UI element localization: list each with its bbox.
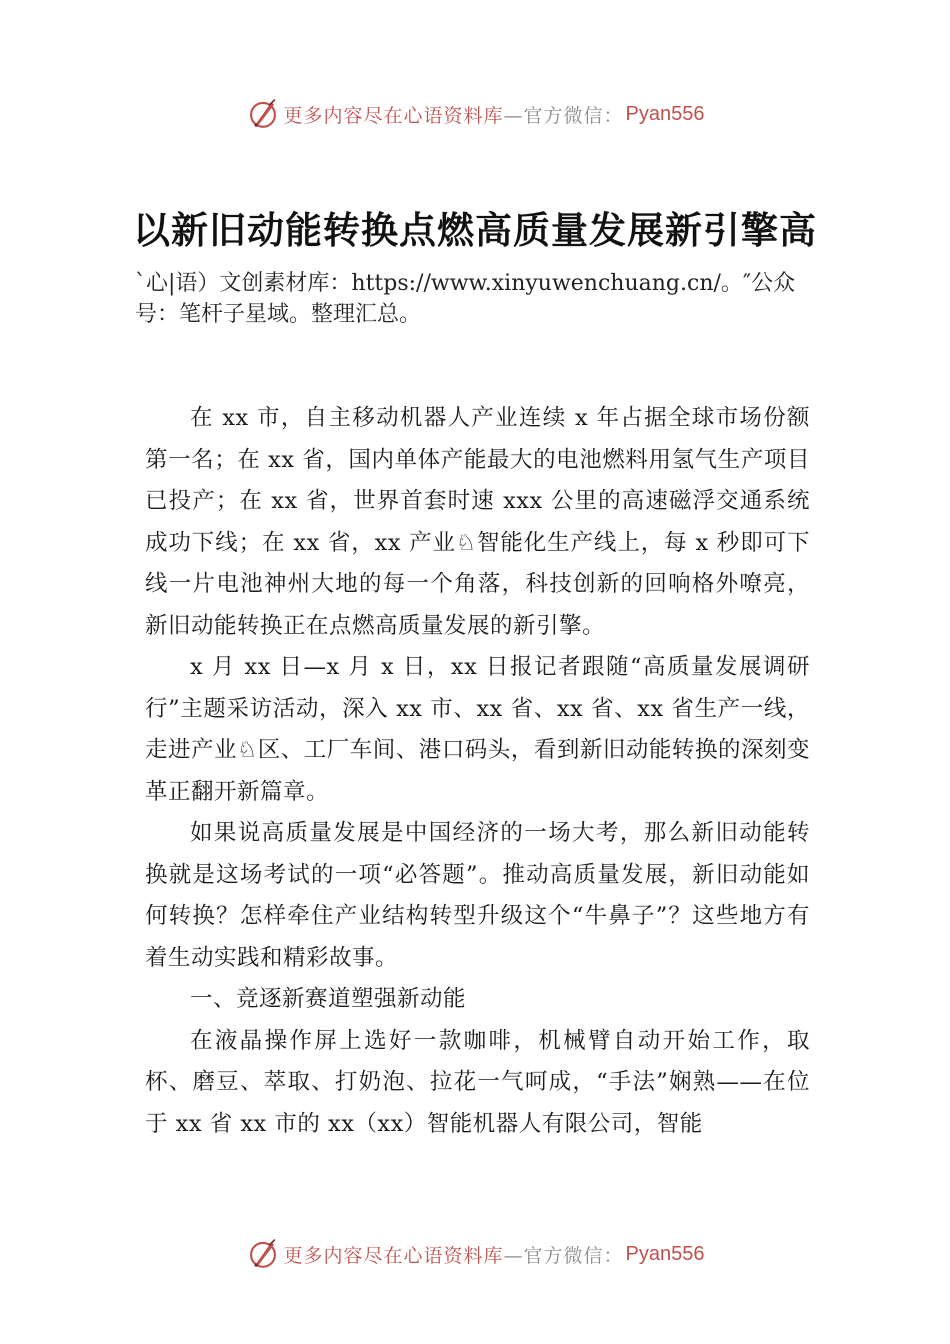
source-line: `心|语）文创素材库：https://www.xinyuwenchuang.cn/。″公众号：笔杆子星域。整理汇总。 [135,271,796,327]
quill-pen-logo-icon [246,97,280,131]
paragraph: x 月 xx 日—x 月 x 日，xx 日报记者跟随“高质量发展调研行”主题采访活动，深入 xx 市、xx 省、xx 省、xx 省生产一线，走进产业♘区、工厂车间、港口码头，看到新旧动能转换的深刻变革正翻开新篇章。 [145,654,810,805]
document-title: 以新旧动能转换点燃高质量发展新引擎高 [133,208,817,252]
paragraph: 在 xx 市，自主移动机器人产业连续 x 年占据全球市场份额第一名；在 xx 省，国内单体产能最大的电池燃料用氢气生产项目已投产；在 xx 省，世界首套时速 xxx 公里的高速磁浮交通系统成功下线；在 xx 省，xx 产业♘智能化生产线上，每 x 秒即可下线一片电池神州大地的每一个角落，科技创新的回响格外嘹亮，新旧动能转换正在点燃高质量发展的新引擎。 [145,405,810,639]
header-banner [0,92,950,136]
banner-wechat-label: —官方微信： [503,1244,624,1267]
banner-text: 更多内容尽在心语资料库 [283,104,504,127]
banner-wechat-id: Pyan556 [625,1242,705,1265]
footer-banner [0,1232,950,1276]
banner-wechat-id: Pyan556 [625,102,705,125]
section-heading: 一、竞逐新赛道塑强新动能 [190,986,467,1012]
document-body [145,398,810,1145]
paragraph: 在液晶操作屏上选好一款咖啡，机械臂自动开始工作，取杯、磨豆、萃取、打奶泡、拉花一气呵成，“手法”娴熟——在位于 xx 省 xx 市的 xx（xx）智能机器人有限公司，智能 [145,1027,810,1137]
quill-pen-logo-icon [246,1237,280,1271]
banner-text: 更多内容尽在心语资料库 [283,1244,504,1267]
paragraph: 如果说高质量发展是中国经济的一场大考，那么新旧动能转换就是这场考试的一项“必答题”。推动高质量发展，新旧动能如何转换？怎样牵住产业结构转型升级这个“牛鼻子”？这些地方有着生动实践和精彩故事。 [145,820,810,971]
banner-wechat-label: —官方微信： [503,104,624,127]
